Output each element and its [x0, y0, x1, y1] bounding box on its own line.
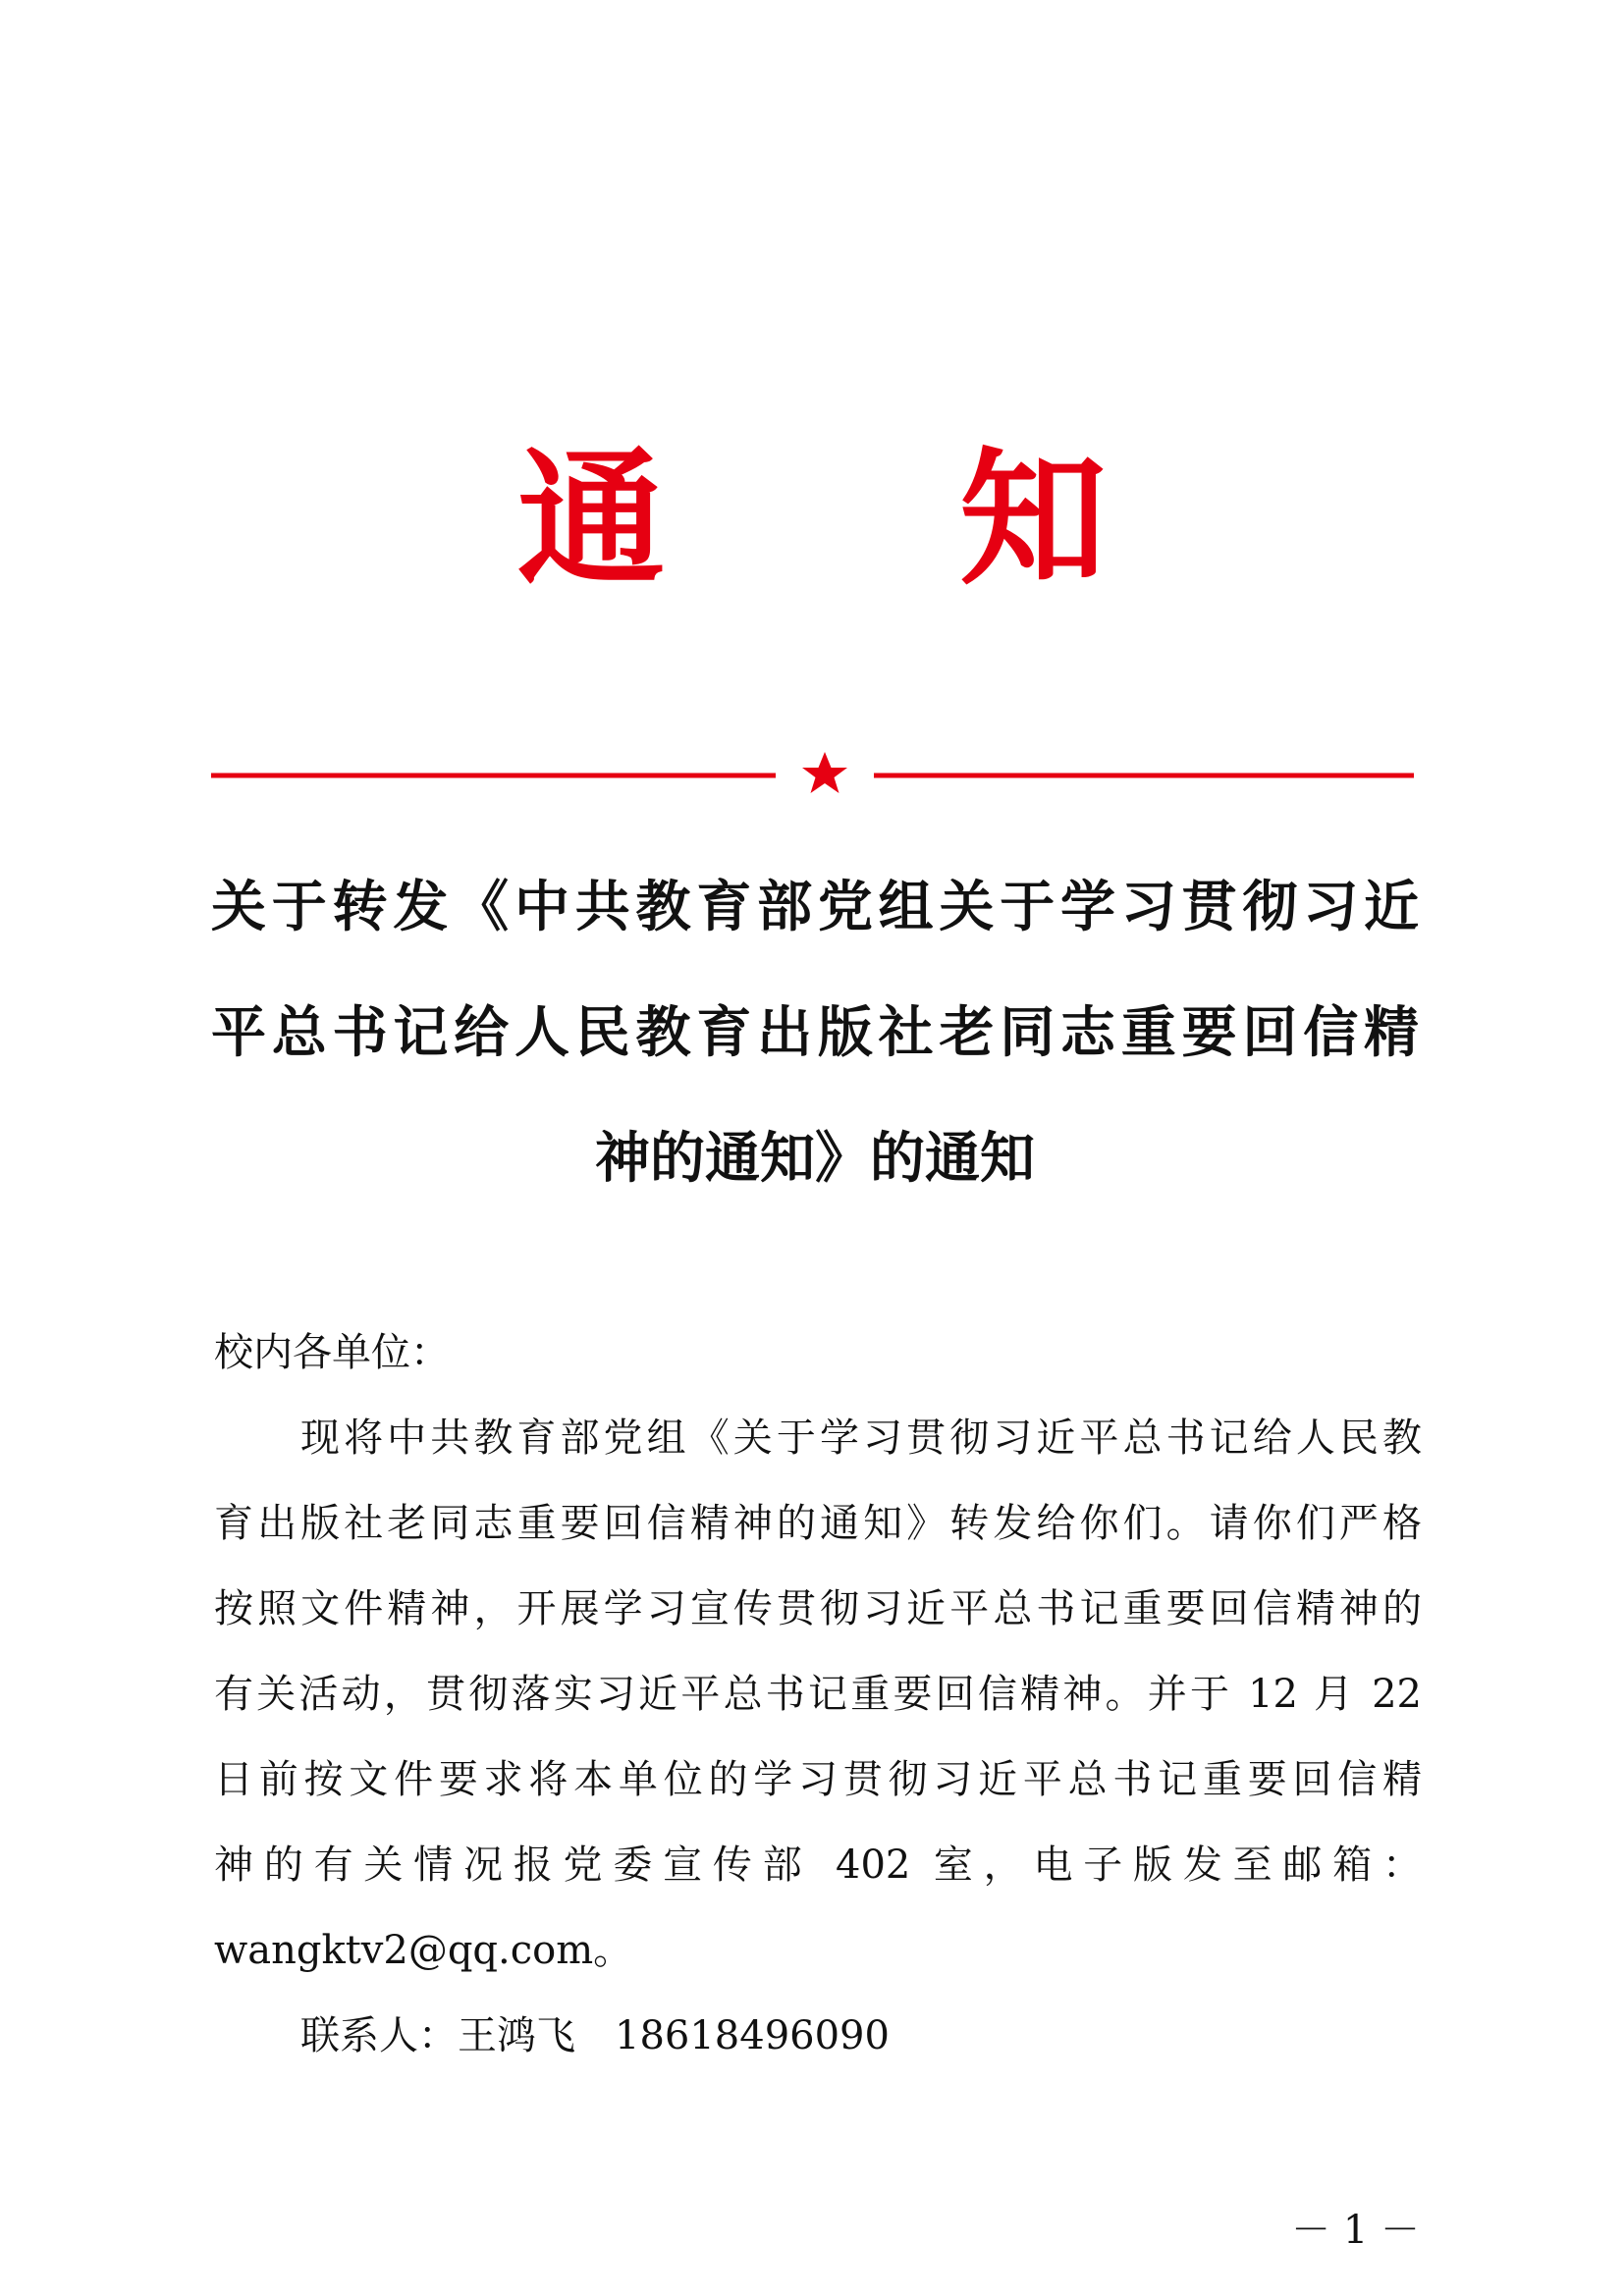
contact-phone: 18618496090	[615, 2013, 890, 2058]
page-number: － 1 －	[1291, 2208, 1420, 2253]
body-line: 神的有关情况报党委宣传部 402 室，电子版发至邮箱：	[214, 1842, 1422, 1888]
notice-header-title	[0, 432, 1624, 609]
notice-header-char-2: 知	[959, 435, 1108, 606]
body-line-email: wangktv2@qq.com。	[214, 1928, 633, 1973]
document-title-line: 关于转发《中共教育部党组关于学习贯彻习近	[211, 875, 1419, 939]
document-body	[214, 1310, 1422, 2079]
contact-line	[214, 1994, 1422, 2079]
body-line: 现将中共教育部党组《关于学习贯彻习近平总书记给人民教	[300, 1415, 1422, 1461]
notice-header-char-1: 通	[517, 435, 666, 606]
red-divider	[0, 746, 1624, 805]
document-title	[211, 844, 1419, 1221]
body-line: 有关活动，贯彻落实习近平总书记重要回信精神。并于 12 月 22	[214, 1672, 1422, 1717]
document-title-line: 平总书记给人民教育出版社老同志重要回信精	[211, 1000, 1419, 1065]
body-line: 日前按文件要求将本单位的学习贯彻习近平总书记重要回信精	[214, 1757, 1422, 1802]
document-title-line: 神的通知》的通知	[595, 1126, 1035, 1191]
contact-label: 联系人：王鸿飞	[300, 2013, 575, 2058]
body-line: 育出版社老同志重要回信精神的通知》转发给你们。请你们严格	[214, 1501, 1422, 1546]
salutation: 校内各单位：	[214, 1330, 450, 1375]
body-line: 按照文件精神，开展学习宣传贯彻习近平总书记重要回信精神的	[214, 1586, 1422, 1631]
star-icon	[802, 752, 847, 793]
